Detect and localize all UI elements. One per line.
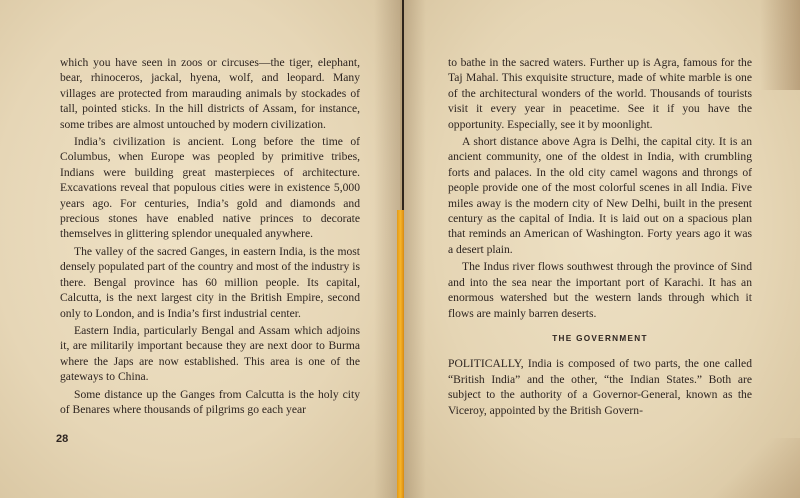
left-page-text bbox=[60, 55, 360, 417]
bookmark-ribbon bbox=[397, 210, 404, 498]
paragraph: A short distance above Agra is Delhi, the capital city. It is an ancient community, one of the oldest in India, with crumbling forts and palaces. In the old city camel wagons and throngs of people provide one of the most colorful scenes in all India. Five miles away is the modern city of New Delhi, built in the present century as the capital of India. It is laid out on a spacious plan that reminds an American of Washington. Forty years ago it was a desert plain. bbox=[448, 135, 752, 256]
page-wear bbox=[760, 0, 800, 90]
paragraph: POLITICALLY, India is composed of two parts, the one called “British India” and the other, “the Indian States.” Both are subject to the authority of a Governor-General, known as the Viceroy, appointed by the British Govern- bbox=[448, 357, 752, 417]
right-page bbox=[404, 0, 800, 498]
paragraph: India’s civilization is ancient. Long before the time of Columbus, when Europe was peopled by primitive tribes, Indians were building great masterpieces of architecture. Excavations reveal that populous cities were in existence 5,000 years ago. For centuries, India’s gold and diamonds and precious stones have enabled native princes to decorate themselves in glittering splendor unequaled anywhere. bbox=[60, 135, 360, 241]
right-page-text bbox=[448, 55, 752, 418]
paragraph: Some distance up the Ganges from Calcutta is the holy city of Benares where thousands of pilgrims go each year bbox=[60, 387, 360, 416]
gutter-shadow bbox=[404, 0, 426, 498]
page-number: 28 bbox=[56, 433, 69, 445]
paragraph: which you have seen in zoos or circuses—the tiger, elephant, bear, rhinoceros, jackal, hyena, wolf, and leopard. Many villages are protected from marauding animals by stockades of tall, pointed sticks. In the hill districts of Assam, for instance, some tribes are almost untouched by modern civilization. bbox=[60, 56, 360, 131]
paragraph: Eastern India, particularly Bengal and Assam which adjoins it, are militarily important because they are next door to Burma where the Japs are now established. This area is one of the gateways to China. bbox=[60, 323, 360, 384]
paragraph: The valley of the sacred Ganges, in eastern India, is the most densely populated part of the country and most of the industry is there. Bengal province has 60 million people. Its capital, Calcutta, is the next largest city in the British Empire, second only to London, and is India’s first industrial center. bbox=[60, 244, 360, 320]
paragraph: The Indus river flows southwest through the province of Sind and into the sea near the important port of Karachi. It has an enormous watershed but the western lands through which it flows are mainly barren deserts. bbox=[448, 260, 752, 320]
page-wear bbox=[710, 438, 800, 498]
paragraph: to bathe in the sacred waters. Further up is Agra, famous for the Taj Mahal. This exquisite structure, made of white marble is one of the architectural wonders of the world. Thousands of tourists visit it every year in peacetime. See it if you have the opportunity. Especially, see it by moonlight. bbox=[448, 56, 752, 131]
section-heading: THE GOVERNMENT bbox=[552, 333, 648, 343]
